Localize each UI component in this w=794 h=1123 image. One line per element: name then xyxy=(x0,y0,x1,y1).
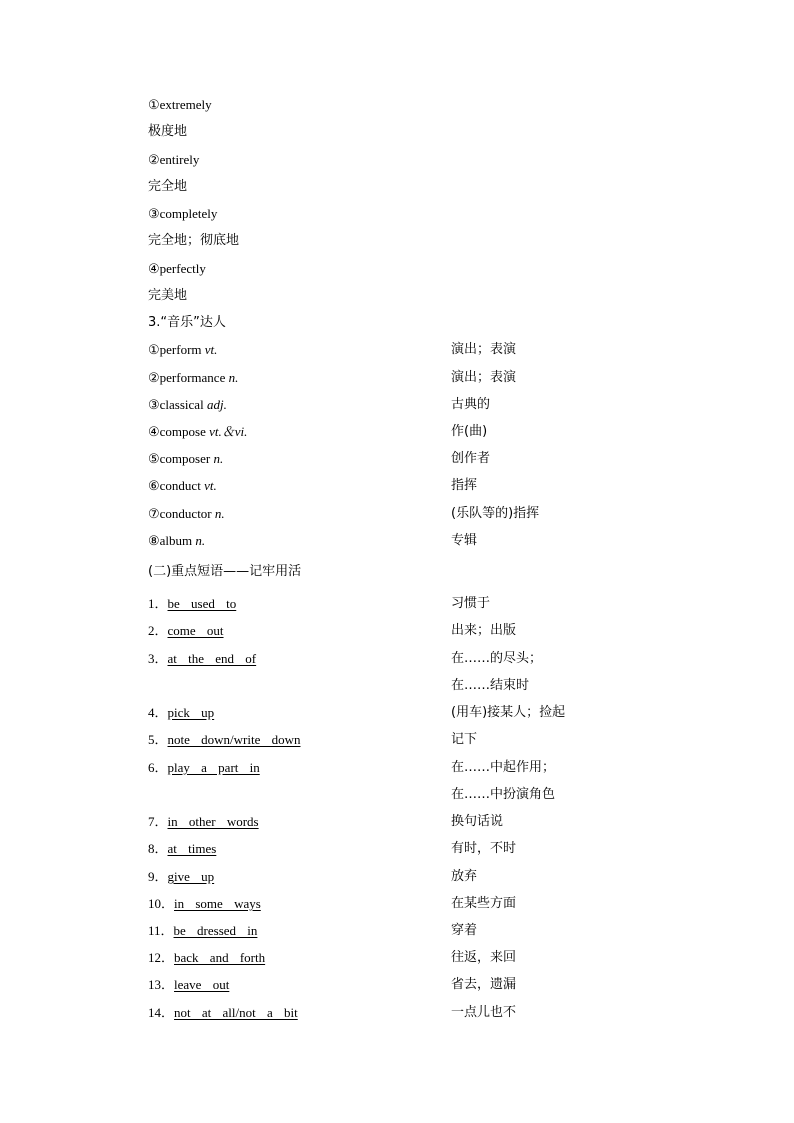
phrase-meaning: 习惯于 xyxy=(451,596,491,611)
adverb-word: ④perfectly xyxy=(148,261,206,276)
vocab-word: ④compose vt.＆vi. xyxy=(148,424,248,439)
phrase-item: 1．be used to xyxy=(148,596,237,611)
phrase-item: 13．leave out xyxy=(148,977,230,992)
phrase-item: 11．be dressed in xyxy=(148,923,258,938)
phrase-item: 8．at times xyxy=(148,841,217,856)
section-heading-music: 3.“音乐”达人 xyxy=(148,315,226,330)
phrase-meaning: 穿着 xyxy=(451,923,478,938)
vocab-word: ①perform vt. xyxy=(148,342,218,357)
phrase-item: 5．note down/write down xyxy=(148,732,301,747)
phrase-meaning: 换句话说 xyxy=(451,814,504,829)
phrase-item: 14．not at all/not a bit xyxy=(148,1005,298,1020)
phrase-item: 9．give up xyxy=(148,869,215,884)
phrase-item: 3．at the end of xyxy=(148,651,257,666)
phrase-meaning: 往返，来回 xyxy=(451,950,517,965)
section-heading-phrases: (二)重点短语——记牢用活 xyxy=(148,564,302,579)
phrase-item: 10．in some ways xyxy=(148,896,261,911)
adverb-meaning: 极度地 xyxy=(148,124,188,139)
adverb-word: ①extremely xyxy=(148,97,212,112)
phrase-item: 6．play a part in xyxy=(148,760,260,775)
adverb-word: ③completely xyxy=(148,206,218,221)
vocab-meaning: 古典的 xyxy=(451,397,491,412)
adverb-meaning: 完全地；彻底地 xyxy=(148,233,240,248)
vocab-meaning: 演出；表演 xyxy=(451,342,517,357)
phrase-meaning: 省去，遗漏 xyxy=(451,977,517,992)
adverb-word: ②entirely xyxy=(148,152,200,167)
phrase-meaning: 在……中起作用； xyxy=(451,760,556,775)
phrase-meaning: 有时，不时 xyxy=(451,841,517,856)
phrase-item: 4．pick up xyxy=(148,705,215,720)
phrase-meaning: 一点儿也不 xyxy=(451,1005,517,1020)
vocab-meaning: (乐队等的)指挥 xyxy=(451,506,540,521)
vocab-word: ⑦conductor n. xyxy=(148,506,225,521)
vocab-meaning: 指挥 xyxy=(451,478,478,493)
vocab-meaning: 创作者 xyxy=(451,451,491,466)
phrase-meaning: 放弃 xyxy=(451,869,478,884)
phrase-meaning: 在……的尽头； xyxy=(451,651,543,666)
vocab-meaning: 作(曲) xyxy=(451,424,488,439)
vocab-word: ⑥conduct vt. xyxy=(148,478,217,493)
vocab-word: ②performance n. xyxy=(148,370,239,385)
phrase-meaning: 记下 xyxy=(451,732,478,747)
adverb-meaning: 完美地 xyxy=(148,288,188,303)
vocab-word: ③classical adj. xyxy=(148,397,227,412)
vocab-meaning: 演出；表演 xyxy=(451,370,517,385)
phrase-item: 12．back and forth xyxy=(148,950,266,965)
phrase-meaning: 出来；出版 xyxy=(451,623,517,638)
phrase-meaning-continued: 在……中扮演角色 xyxy=(451,787,556,802)
vocab-meaning: 专辑 xyxy=(451,533,478,548)
vocab-word: ⑤composer n. xyxy=(148,451,224,466)
vocab-word: ⑧album n. xyxy=(148,533,206,548)
phrase-meaning-continued: 在……结束时 xyxy=(451,678,530,693)
adverb-meaning: 完全地 xyxy=(148,179,188,194)
phrase-meaning: (用车)接某人；捡起 xyxy=(451,705,566,720)
phrase-item: 7．in other words xyxy=(148,814,259,829)
phrase-meaning: 在某些方面 xyxy=(451,896,517,911)
phrase-item: 2．come out xyxy=(148,623,224,638)
